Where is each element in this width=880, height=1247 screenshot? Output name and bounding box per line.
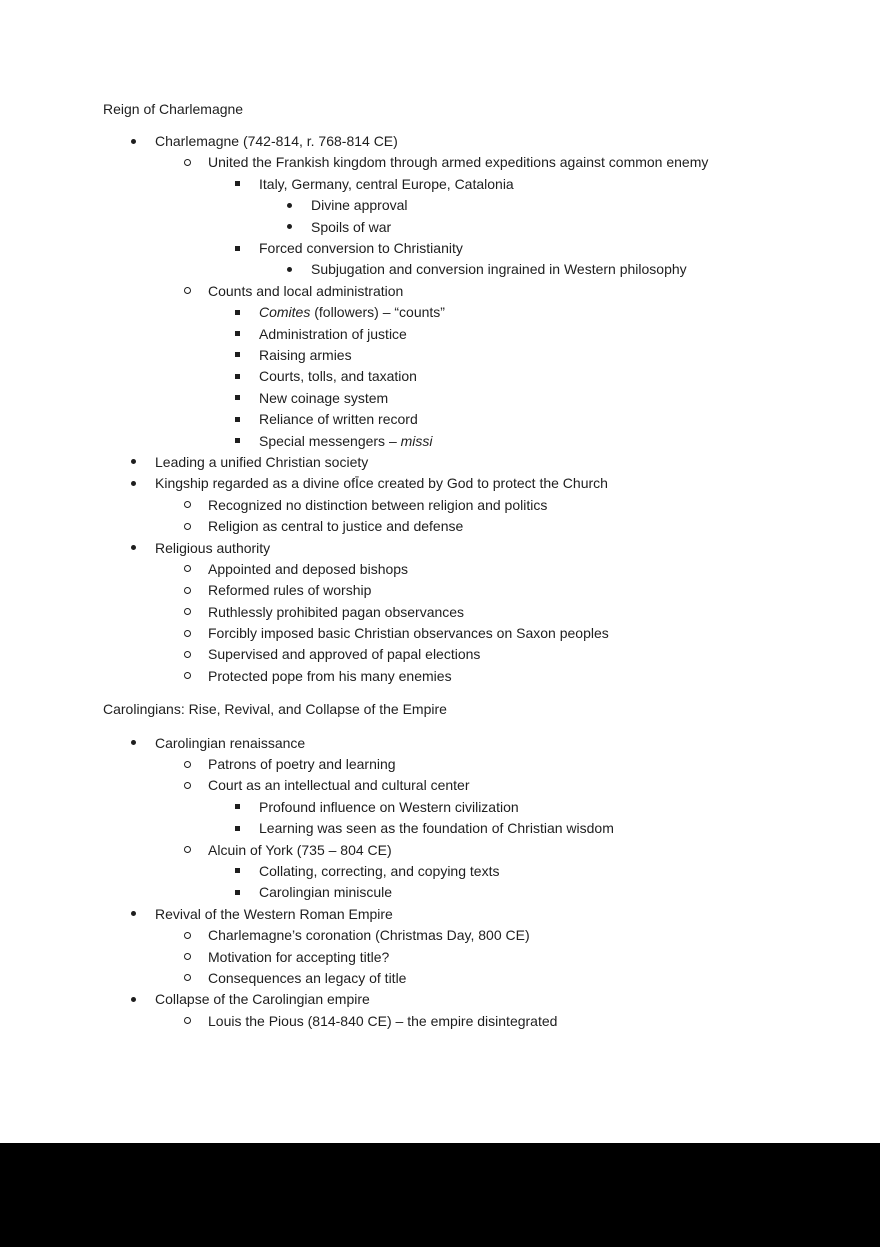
list-item xyxy=(287,216,850,237)
list-item-text: Collating, correcting, and copying texts xyxy=(259,862,500,879)
list-item-text: Italy, Germany, central Europe, Catalonia xyxy=(259,175,514,192)
bullet-square-icon xyxy=(235,826,259,831)
bullet-circle-icon xyxy=(184,651,208,658)
list-item-text: Forced conversion to Christianity xyxy=(259,240,463,257)
list-item xyxy=(131,989,850,1010)
list-item xyxy=(235,387,850,408)
list-item xyxy=(131,537,850,558)
list-item xyxy=(184,494,850,515)
list-item xyxy=(184,775,850,796)
bullet-circle-icon xyxy=(184,501,208,508)
document-body xyxy=(103,99,850,1031)
list-item-text: Louis the Pious (814-840 CE) – the empire disintegrated xyxy=(208,1012,558,1029)
bullet-circle-icon xyxy=(184,287,208,294)
list-item xyxy=(287,195,850,216)
bullet-circle-icon xyxy=(184,1017,208,1024)
bullet-circle-icon xyxy=(184,932,208,939)
list-item xyxy=(235,237,850,258)
bullet-disc-icon xyxy=(287,224,311,229)
list-item xyxy=(235,818,850,839)
list-item xyxy=(235,366,850,387)
list-item xyxy=(131,130,850,151)
bullet-disc-icon xyxy=(131,911,155,916)
bullet-square-icon xyxy=(235,310,259,315)
list-item xyxy=(184,622,850,643)
bullet-circle-icon xyxy=(184,761,208,768)
list-item-text: Administration of justice xyxy=(259,325,407,342)
list-item-text: Motivation for accepting title? xyxy=(208,948,390,965)
list-item-text: Religion as central to justice and defense xyxy=(208,518,464,535)
list-item-text: Appointed and deposed bishops xyxy=(208,560,409,577)
list-item-text: Counts and local administration xyxy=(208,282,404,299)
bullet-square-icon xyxy=(235,868,259,873)
bullet-square-icon xyxy=(235,395,259,400)
bullet-disc-icon xyxy=(131,481,155,486)
list-item xyxy=(235,796,850,817)
list-item xyxy=(184,1010,850,1031)
list-item xyxy=(184,839,850,860)
list-item-text: Carolingian renaissance xyxy=(155,734,306,751)
bullet-circle-icon xyxy=(184,523,208,530)
bullet-circle-icon xyxy=(184,974,208,981)
list-item xyxy=(131,903,850,924)
list-item xyxy=(235,344,850,365)
list-item-text: Consequences an legacy of title xyxy=(208,969,407,986)
list-item-text: Learning was seen as the foundation of Christian wisdom xyxy=(259,820,614,837)
bullet-circle-icon xyxy=(184,782,208,789)
list-item-text: Divine approval xyxy=(311,197,408,214)
list-item-text: Forcibly imposed basic Christian observances on Saxon peoples xyxy=(208,625,609,642)
list-item-text: Special messengers – missi xyxy=(259,432,433,449)
bullet-disc-icon xyxy=(131,740,155,745)
list-item-text: Collapse of the Carolingian empire xyxy=(155,991,370,1008)
list-item-text: Courts, tolls, and taxation xyxy=(259,368,417,385)
list-item-text: Profound influence on Western civilization xyxy=(259,798,519,815)
list-item xyxy=(131,451,850,472)
bullet-square-icon xyxy=(235,417,259,422)
bullet-circle-icon xyxy=(184,846,208,853)
list-item xyxy=(235,302,850,323)
bullet-circle-icon xyxy=(184,672,208,679)
list-item-text: Charlemagne’s coronation (Christmas Day, 800 CE) xyxy=(208,927,530,944)
list-item-text: Leading a unified Christian society xyxy=(155,453,369,470)
below-page-black-area xyxy=(0,1143,880,1247)
list-item-text: United the Frankish kingdom through armed expeditions against common enemy xyxy=(208,154,709,171)
list-item xyxy=(235,860,850,881)
list-item xyxy=(235,173,850,194)
bullet-circle-icon xyxy=(184,587,208,594)
bullet-circle-icon xyxy=(184,159,208,166)
list-item-text: Supervised and approved of papal elections xyxy=(208,646,481,663)
list-item xyxy=(235,408,850,429)
bullet-square-icon xyxy=(235,352,259,357)
list-item xyxy=(184,280,850,301)
bullet-square-icon xyxy=(235,438,259,443)
list-item-text: Protected pope from his many enemies xyxy=(208,667,452,684)
list-item-text: Raising armies xyxy=(259,346,352,363)
list-item-text: Comites (followers) – “counts” xyxy=(259,304,445,321)
bullet-square-icon xyxy=(235,804,259,809)
list-item-text: Reformed rules of worship xyxy=(208,582,372,599)
list-item-text: Recognized no distinction between religion and politics xyxy=(208,496,548,513)
bullet-circle-icon xyxy=(184,953,208,960)
list-item-text: Subjugation and conversion ingrained in Western philosophy xyxy=(311,261,687,278)
bullet-disc-icon xyxy=(287,203,311,208)
list-item xyxy=(184,946,850,967)
list-item-text: New coinage system xyxy=(259,389,389,406)
list-item-text: Reliance of written record xyxy=(259,411,418,428)
list-item-text: Court as an intellectual and cultural center xyxy=(208,777,470,794)
bullet-square-icon xyxy=(235,181,259,186)
bullet-disc-icon xyxy=(131,139,155,144)
list-item xyxy=(235,323,850,344)
bullet-circle-icon xyxy=(184,608,208,615)
list-item-text: Patrons of poetry and learning xyxy=(208,756,396,773)
list-item-text: Spoils of war xyxy=(311,218,392,235)
bullet-square-icon xyxy=(235,246,259,251)
bullet-circle-icon xyxy=(184,630,208,637)
list-item-text: Alcuin of York (735 – 804 CE) xyxy=(208,841,392,858)
list-item xyxy=(184,580,850,601)
list-item xyxy=(184,753,850,774)
document-title: Reign of Charlemagne xyxy=(103,101,244,117)
bullet-disc-icon xyxy=(131,545,155,550)
list-item-text: Religious authority xyxy=(155,539,271,556)
list-item xyxy=(184,515,850,536)
list-item-text: Charlemagne (742-814, r. 768-814 CE) xyxy=(155,133,398,150)
list-item xyxy=(287,259,850,280)
list-item xyxy=(184,967,850,988)
list-item-text: Carolingian miniscule xyxy=(259,884,393,901)
list-item xyxy=(184,924,850,945)
bullet-square-icon xyxy=(235,331,259,336)
list-item xyxy=(184,601,850,622)
bullet-square-icon xyxy=(235,374,259,379)
list-item-text: Revival of the Western Roman Empire xyxy=(155,905,393,922)
list-item xyxy=(184,644,850,665)
section-heading: Carolingians: Rise, Revival, and Collapse of the Empire xyxy=(103,700,447,717)
list-item-text: Kingship regarded as a divine ofĪce created by God to protect the Church xyxy=(155,475,608,492)
bullet-disc-icon xyxy=(131,997,155,1002)
bullet-disc-icon xyxy=(131,459,155,464)
list-item-text: Ruthlessly prohibited pagan observances xyxy=(208,603,465,620)
list-item xyxy=(131,732,850,753)
list-item xyxy=(184,558,850,579)
bullet-square-icon xyxy=(235,890,259,895)
list-item xyxy=(131,473,850,494)
list-item xyxy=(235,430,850,451)
list-item xyxy=(235,882,850,903)
bullet-circle-icon xyxy=(184,565,208,572)
bullet-disc-icon xyxy=(287,267,311,272)
list-item xyxy=(184,665,850,686)
list-item xyxy=(184,152,850,173)
